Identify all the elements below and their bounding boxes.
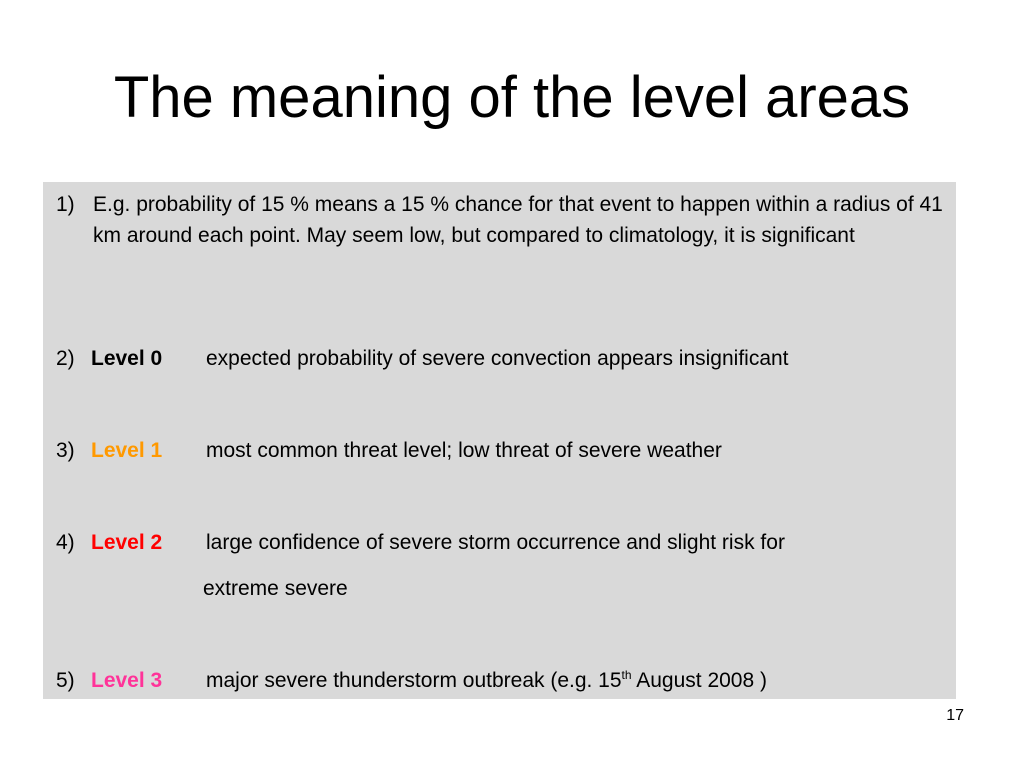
level-3-description [206,665,767,696]
level-2-description: large confidence of severe storm occurrence and slight risk for [206,531,785,554]
level-0-label: Level 0 [91,347,163,370]
level-1-description: most common threat level; low threat of severe weather [206,439,722,462]
ordinal-suffix: th [621,668,632,682]
item-number: 1) [56,193,75,216]
level-0-description: expected probability of severe convection appears insignificant [206,347,789,370]
level-3-label: Level 3 [91,669,163,692]
item-text: E.g. probability of 15 % means a 15 % chance for that event to happen within a radius of 41 km around each point. May seem low, but compared to climatology, it is significant [93,193,943,247]
level-3-description-text: major severe thunderstorm outbreak (e.g. 15 [206,669,622,692]
level-3-description-date: August 2008 ) [631,669,767,692]
item-number: 4) [56,531,75,554]
item-number: 3) [56,439,75,462]
content-box [43,182,956,699]
item-number: 2) [56,347,75,370]
slide-title: The meaning of the level areas [113,65,911,130]
level-2-label: Level 2 [91,531,163,554]
level-2-description-continued: extreme severe [203,577,348,600]
level-1-label: Level 1 [91,439,163,462]
page-number: 17 [946,707,964,724]
item-number: 5) [56,669,75,692]
